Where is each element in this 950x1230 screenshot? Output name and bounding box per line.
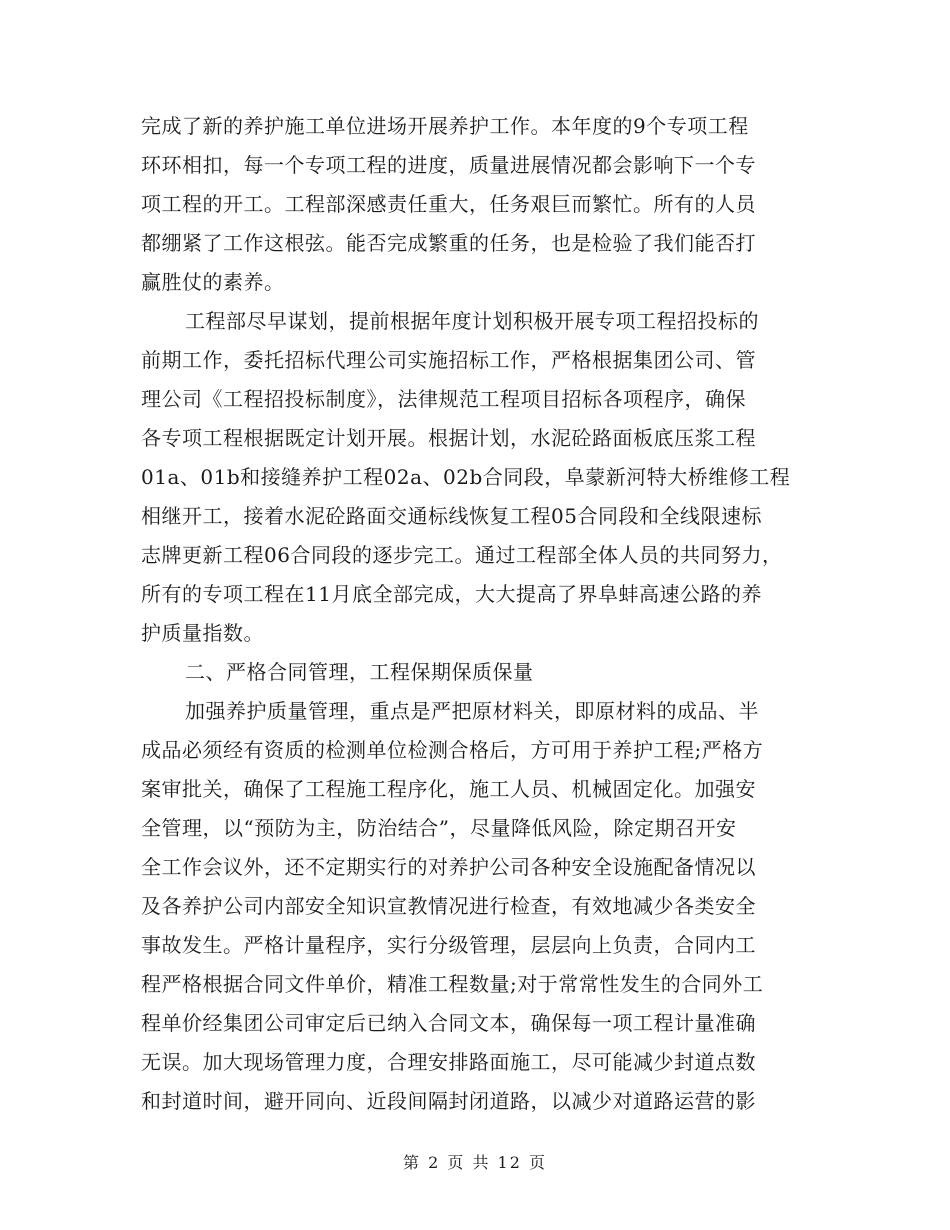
text-line: 志牌更新工程06合同段的逐步完工。通过工程部全体人员的共同努力， bbox=[141, 543, 783, 567]
text-line: 01a、01b和接缝养护工程02a、02b合同段，阜蒙新河特大桥维修工程 bbox=[141, 465, 791, 489]
text-line: 工程部尽早谋划，提前根据年度计划积极开展专项工程招投标的 bbox=[185, 309, 759, 333]
text-line: 程单价经集团公司审定后已纳入合同文本，确保每一项工程计量准确 bbox=[141, 1011, 756, 1035]
text-line: 二、严格合同管理，工程保期保质保量 bbox=[185, 660, 534, 684]
text-line: 各专项工程根据既定计划开展。根据计划，水泥砼路面板底压浆工程 bbox=[141, 426, 756, 450]
document-body bbox=[141, 107, 813, 1121]
text-line: 无误。加大现场管理力度，合理安排路面施工，尽可能减少封道点数 bbox=[141, 1050, 756, 1074]
text-line: 都绷紧了工作这根弦。能否完成繁重的任务，也是检验了我们能否打 bbox=[141, 231, 756, 255]
text-line: 环环相扣，每一个专项工程的进度，质量进展情况都会影响下一个专 bbox=[141, 153, 756, 177]
text-line: 案审批关，确保了工程施工程序化，施工人员、机械固定化。加强安 bbox=[141, 777, 756, 801]
text-line: 程严格根据合同文件单价，精准工程数量;对于常常性发生的合同外工 bbox=[141, 972, 764, 996]
text-line: 全管理，以“预防为主，防治结合”，尽量降低风险，除定期召开安 bbox=[141, 816, 737, 840]
text-line: 和封道时间，避开同向、近段间隔封闭道路，以减少对道路运营的影 bbox=[141, 1089, 756, 1113]
text-line: 所有的专项工程在11月底全部完成，大大提高了界阜蚌高速公路的养 bbox=[141, 582, 762, 606]
text-line: 项工程的开工。工程部深感责任重大，任务艰巨而繁忙。所有的人员 bbox=[141, 192, 756, 216]
text-line: 相继开工，接着水泥砼路面交通标线恢复工程05合同段和全线限速标 bbox=[141, 504, 762, 528]
text-line: 全工作会议外，还不定期实行的对养护公司各种安全设施配备情况以 bbox=[141, 855, 756, 879]
text-line: 完成了新的养护施工单位进场开展养护工作。本年度的9个专项工程 bbox=[141, 114, 749, 138]
text-line: 加强养护质量管理，重点是严把原材料关，即原材料的成品、半 bbox=[185, 699, 759, 723]
text-line: 护质量指数。 bbox=[141, 621, 264, 645]
text-line: 成品必须经有资质的检测单位检测合格后，方可用于养护工程;严格方 bbox=[141, 738, 764, 762]
text-line: 前期工作，委托招标代理公司实施招标工作，严格根据集团公司、管 bbox=[141, 348, 756, 372]
page-footer: 第 2 页 共 12 页 bbox=[403, 1153, 547, 1172]
text-line: 事故发生。严格计量程序，实行分级管理，层层向上负责，合同内工 bbox=[141, 933, 756, 957]
text-line: 理公司《工程招投标制度》，法律规范工程项目招标各项程序，确保 bbox=[141, 387, 746, 411]
text-line: 赢胜仗的素养。 bbox=[141, 270, 285, 294]
text-line: 及各养护公司内部安全知识宣教情况进行检查，有效地减少各类安全 bbox=[141, 894, 756, 918]
